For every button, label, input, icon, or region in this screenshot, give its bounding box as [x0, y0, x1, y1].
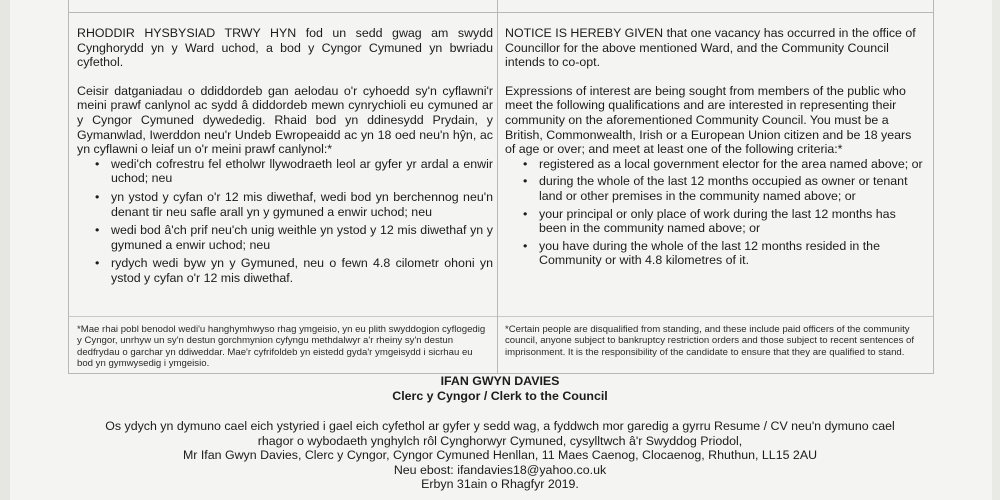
welsh-column	[77, 26, 493, 290]
welsh-criterion: • wedi bod â'ch prif neu'ch unig weithle yn ystod y 12 mis diwethaf yn y gymuned a enwir uchod; neu	[111, 223, 493, 252]
welsh-criterion: • yn ystod y cyfan o'r 12 mis diwethaf, wedi bod yn berchennog neu'n denant tir neu safle arall yn y gymuned a enwir uchod; neu	[111, 190, 493, 219]
closing-notice	[90, 419, 910, 492]
clerk-name: IFAN GWYN DAVIES	[440, 374, 560, 388]
welsh-requirements: Ceisir datganiadau o ddiddordeb gan aelodau o'r cyhoedd sy'n cyflawni'r meini prawf canlynol ac sydd â diddordeb mewn cynrychioli eu cymuned ar y Cyngor Cymuned dywededig. Rhaid bod yn ddinesydd Prydain, y Gymanwlad, Iwerddon neu'r Undeb Ewropeaidd ac yn 18 oed neu'n hŷn, ac yn cyflawni o leiaf un o'r meini prawf canlynol:*	[77, 83, 493, 157]
scan-edge-right	[992, 0, 1000, 500]
english-criterion: • you have during the whole of the last 12 months resided in the Community or with 4.8 kilometres of it.	[539, 239, 925, 268]
english-criterion: • your principal or only place of work during the last 12 months has been in the community named above; or	[539, 207, 925, 236]
english-criterion: • during the whole of the last 12 months occupied as owner or tenant land or other premises in the community named above; or	[539, 174, 925, 203]
welsh-criterion: • rydych wedi byw yn y Gymuned, neu o fewn 4.8 cilometr ohoni yn ystod y cyfan o'r 12 mis diwethaf.	[111, 256, 493, 285]
clerk-email: Neu ebost: ifandavies18@yahoo.co.uk	[393, 462, 607, 477]
english-intro: NOTICE IS HEREBY GIVEN that one vacancy has occurred in the office of Councillor for the above mentioned Ward, and the Community Council intends to co-opt.	[505, 26, 916, 70]
welsh-footnote: *Mae rhai pobl benodol wedi'u hanghymhwyso rhag ymgeisio, yn eu plith swyddogion cyflogedig y Cyngor, unrhyw un sy'n destun gorchmynion cyfyngu methdalwyr a'r rheiny sy'n destun dedfrydau o garchar yn ddiweddar. Mae'r cyfrifoldeb yn eistedd gyda'r ymgeisydd i sicrhau eu bod yn gymwysedig i ymgeisio.	[77, 324, 486, 370]
english-criterion: • registered as a local government elector for the area named above; or	[539, 157, 925, 172]
clerk-address: Mr Ifan Gwyn Davies, Clerc y Cyngor, Cyngor Cymuned Henllan, 11 Maes Caenog, Clocaenog, Rhuthun, LL15 2AU	[182, 448, 818, 462]
closing-instructions: Os ydych yn dymuno cael eich ystyried i gael eich cyfethol ar gyfer y sedd wag, a fyddwch mor garedig a gyrru Resume / CV neu'n dymuno cael rhagor o wybodaeth ynghylch rôl Cynghorwyr Cymuned, cysylltwch â'r Swyddog Priodol,	[105, 419, 895, 448]
scan-edge-left	[0, 0, 10, 500]
english-footnote: *Certain people are disqualified from standing, and these include paid officers of the community council, anyone subject to bankruptcy restriction orders and those subject to recent sentences of imprisonment. It is the responsibility of the candidate to ensure that they are qualified to stand.	[505, 324, 915, 358]
english-requirements: Expressions of interest are being sought from members of the public who meet the following qualifications and are interested in representing their community on the aforementioned Community Council. You must be a British, Commonwealth, Irish or a European Union citizen and be 18 years of age or over; and meet at least one of the following criteria:*	[505, 83, 912, 157]
english-criteria-list	[505, 157, 925, 268]
column-divider	[497, 0, 498, 374]
clerk-role: Clerc y Cyngor / Clerk to the Council	[392, 389, 608, 403]
application-deadline: Erbyn 31ain o Rhagfyr 2019.	[421, 477, 579, 491]
notice-table	[68, 0, 934, 374]
english-footnote-divider	[498, 316, 933, 317]
welsh-criteria-list	[77, 157, 493, 286]
welsh-intro: RHODDIR HYSBYSIAD TRWY HYN fod un sedd gwag am swydd Cynghorydd yn y Ward uchod, a bod y Cyngor Cymuned yn bwriadu cyfethol.	[77, 26, 493, 70]
welsh-criterion: • wedi'ch cofrestru fel etholwr llywodraeth leol ar gyfer yr ardal a enwir uchod; neu	[111, 157, 493, 186]
top-strip	[69, 0, 933, 13]
english-column	[505, 26, 925, 271]
welsh-footnote-divider	[69, 316, 497, 317]
